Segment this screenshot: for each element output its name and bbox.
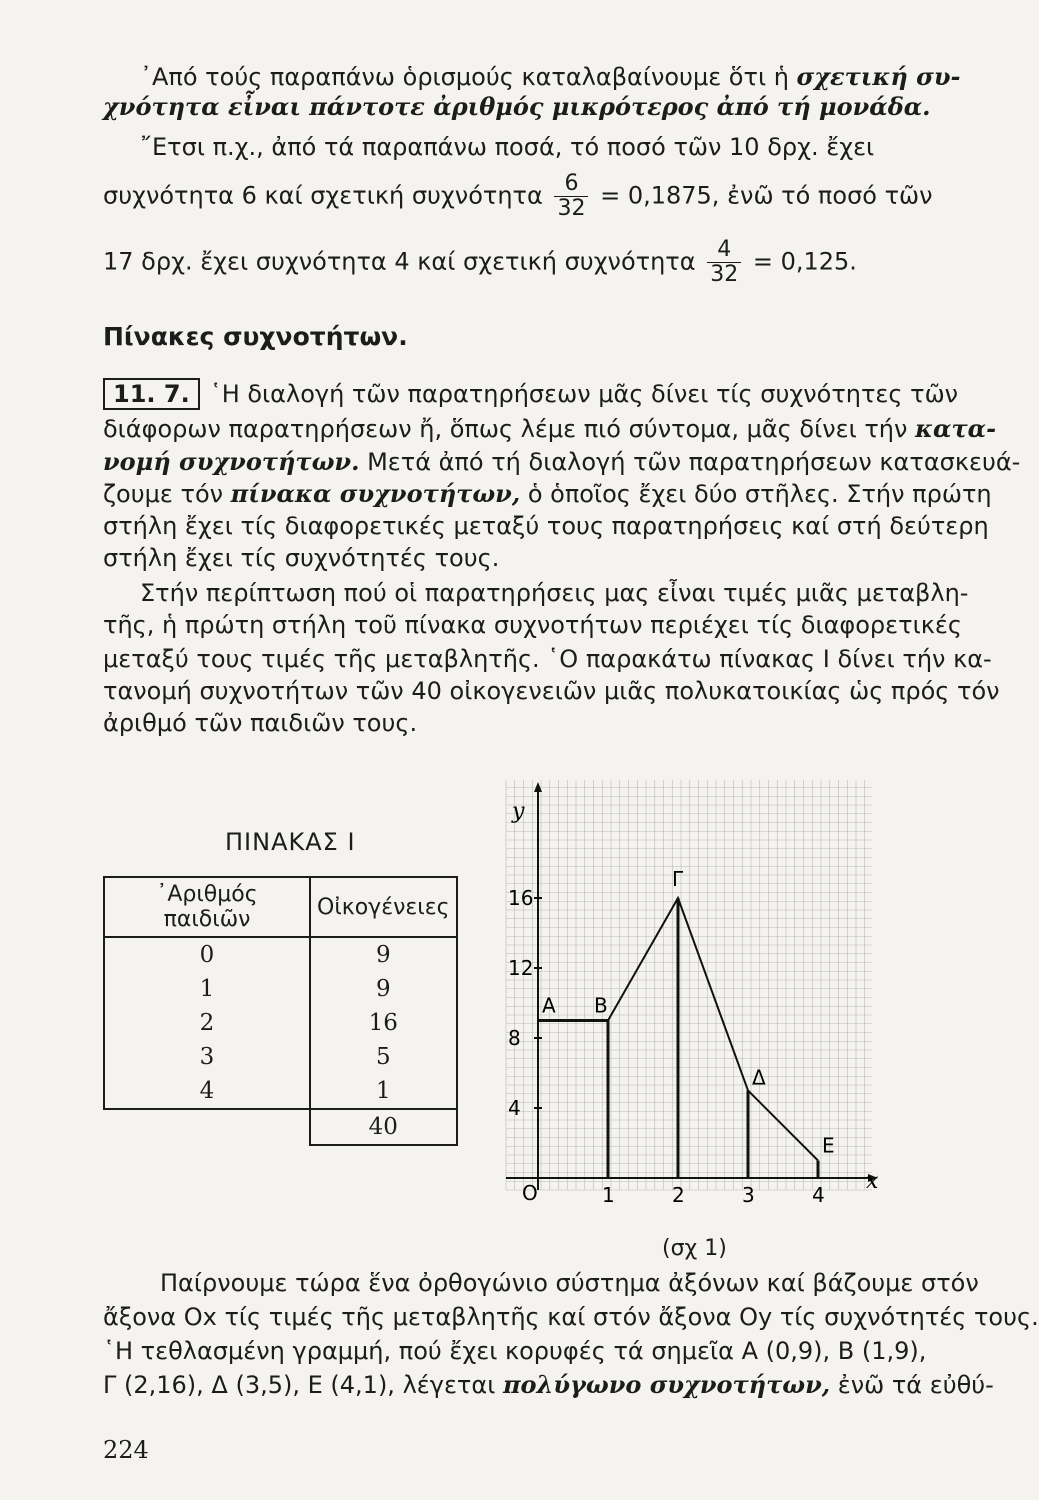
paragraph5-line1: Παίρνουμε τώρα ἕνα ὀρθογώνιο σύστημα ἀξόνων καί βάζουμε στόν [160,1269,979,1297]
paragraph3-line4-text2: ὁ ὁποῖος ἔχει δύο στῆλες. Στήν πρώτη [520,480,992,508]
paragraph3-line3-bold: νομή συχνοτήτων. [103,447,360,476]
x-tick-label: 2 [672,1183,685,1207]
frequency-table [103,876,458,1146]
paragraph2-line3-text: 17 δρχ. ἔχει συχνότητα 4 καί σχετική συχνότητα [103,247,696,276]
paragraph3-line1-text: ῾Η διαλογή τῶν παρατηρήσεων μᾶς δίνει τίς συχνότητες τῶν [209,380,959,408]
fraction-4-32 [707,238,741,287]
paragraph4-line4: τανομή συχνοτήτων τῶν 40 οἰκογενειῶν μιᾶς πολυκατοικίας ὡς πρός τόν [103,677,1000,705]
table-header-children: ᾿Αριθμός παιδιῶν [104,877,310,937]
fraction-numerator: 6 [554,172,588,197]
paragraph3-line3 [103,447,1020,477]
paragraph3-line5: στήλη ἔχει τίς διαφορετικές μεταξύ τους παρατηρήσεις καί στή δεύτερη [103,512,989,540]
table-cell-children: 1 [104,972,310,1006]
origin-label: O [522,1181,538,1205]
paragraph3-line1 [103,378,958,410]
table-total-row [104,1109,457,1145]
table-row [104,1074,457,1109]
chart-caption: (σχ 1) [662,1236,727,1261]
paragraph2-line2-text: συχνότητα 6 καί σχετική συχνότητα [103,181,543,210]
point-label: Γ [672,867,684,891]
paragraph2-line3 [103,238,857,287]
paragraph5-line3: ῾Η τεθλασμένη γραμμή, πού ἔχει κορυφές τά σημεῖα Α (0,9), Β (1,9), [103,1337,927,1365]
fraction-6-32 [554,172,588,221]
table-cell-children: 3 [104,1040,310,1074]
paragraph4-line5: ἀριθμό τῶν παιδιῶν τους. [103,709,418,737]
paragraph5-line4-bold: πολύγωνο συχνοτήτων, [502,1370,831,1399]
paragraph3-line6: στήλη ἔχει τίς συχνότητές τους. [103,544,500,572]
table-cell-children: 4 [104,1074,310,1109]
paragraph2-line2-result: = 0,1875, ἐνῶ τό ποσό τῶν [600,181,933,210]
x-tick-label: 4 [812,1183,825,1207]
paragraph3-line4-text1: ζουμε τόν [103,480,231,508]
paragraph3-line3-text: Μετά ἀπό τή διαλογή τῶν παρατηρήσεων κατασκευά- [359,448,1021,476]
frequency-polygon-chart [500,770,880,1230]
fraction-numerator: 4 [707,238,741,263]
table-row [104,1006,457,1040]
paragraph1-line1-text: ᾿Από τούς παραπάνω ὁρισμούς καταλαβαίνουμε ὅτι ἡ [140,63,797,91]
paragraph1-line2: χνότητα εἶναι πάντοτε ἀριθμός μικρότερος ἀπό τή μονάδα. [103,92,931,121]
fraction-denominator: 32 [710,262,739,287]
paragraph1-line1-bold: σχετική συ- [796,62,961,91]
paragraph4-line3: μεταξύ τους τιμές τῆς μεταβλητῆς. ῾Ο παρακάτω πίνακας Ι δίνει τήν κα- [103,645,992,673]
point-label: Δ [752,1065,766,1090]
paragraph1-line1 [140,62,960,92]
table-cell-families: 16 [310,1006,457,1040]
paragraph3-line2-bold: κατα- [915,414,997,443]
paragraph4-line1: Στήν περίπτωση πού οἱ παρατηρήσεις μας εἶναι τιμές μιᾶς μεταβλη- [140,579,969,607]
table-title: ΠΙΝΑΚΑΣ Ι [225,828,356,856]
table-row [104,972,457,1006]
table-row [104,937,457,972]
paragraph3-line2 [103,414,996,444]
table-header-row [104,877,457,937]
fraction-denominator: 32 [557,196,586,221]
point-label: Ε [822,1133,835,1158]
x-tick-label: 3 [742,1183,755,1207]
table-cell-families: 1 [310,1074,457,1109]
y-axis-label: y [512,799,525,824]
y-tick-label: 8 [508,1026,521,1050]
paragraph2-line3-result: = 0,125. [752,247,857,276]
table-header-families: Οἰκογένειες [310,877,457,937]
y-tick-label: 16 [508,886,534,910]
section-number: 11. 7. [103,378,200,410]
paragraph4-line2: τῆς, ἡ πρώτη στήλη τοῦ πίνακα συχνοτήτων περιέχει τίς διαφορετικές [103,611,962,639]
table-row [104,1040,457,1074]
table-cell-children: 0 [104,937,310,972]
paragraph3-line4-bold: πίνακα συχνοτήτων, [230,479,521,508]
point-label: Α [542,993,556,1018]
point-label: Β [594,993,608,1018]
paragraph5-line2: ἄξονα Οx τίς τιμές τῆς μεταβλητῆς καί στόν ἄξονα Οy τίς συχνότητές τους. [103,1303,1039,1331]
y-tick-label: 12 [508,956,534,980]
table-cell-children: 2 [104,1006,310,1040]
table-cell-families: 5 [310,1040,457,1074]
section-heading: Πίνακες συχνοτήτων. [103,322,408,351]
table-total-value: 40 [310,1109,457,1145]
x-tick-label: 1 [602,1183,615,1207]
paragraph5-line4-text2: ἐνῶ τά εὐθύ- [830,1371,994,1399]
paragraph3-line4 [103,479,992,509]
paragraph5-line4-text1: Γ (2,16), Δ (3,5), Ε (4,1), λέγεται [103,1371,503,1399]
paragraph3-line2-text: διάφορων παρατηρήσεων ἤ, ὅπως λέμε πιό σύντομα, μᾶς δίνει τήν [103,415,916,443]
paragraph5-line4 [103,1370,994,1400]
page-number: 224 [103,1436,149,1464]
paragraph2-line2 [103,172,933,221]
table-cell-families: 9 [310,972,457,1006]
table-total-spacer [104,1109,310,1145]
x-axis-label: x [866,1169,879,1194]
y-tick-label: 4 [508,1096,521,1120]
paragraph2-line1: ῎Ετσι π.χ., ἀπό τά παραπάνω ποσά, τό ποσό τῶν 10 δρχ. ἔχει [140,133,875,161]
table-cell-families: 9 [310,937,457,972]
